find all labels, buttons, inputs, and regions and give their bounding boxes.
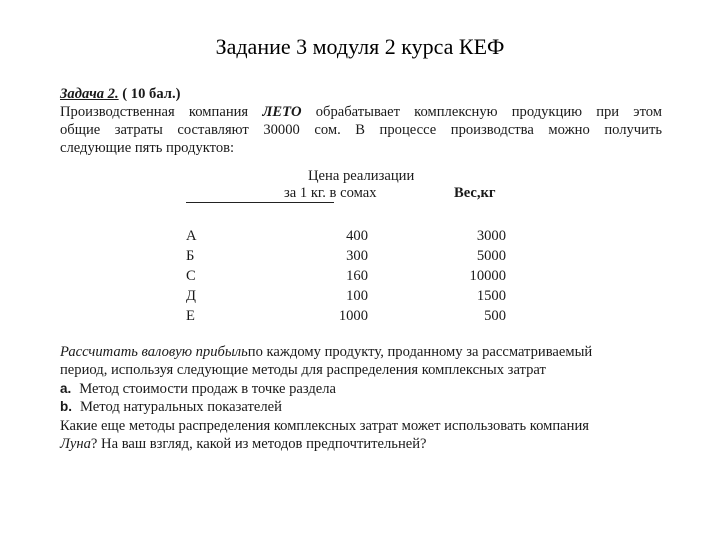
task-name: Задача 2. <box>60 86 119 102</box>
task-text-line-3: следующие пять продуктов: <box>60 140 235 156</box>
question-line-1 <box>60 344 592 362</box>
method-text: Метод стоимости продаж в точке раздела <box>79 381 337 397</box>
question-line-6 <box>60 436 427 454</box>
weight-header: Вес,кг <box>454 185 496 201</box>
product-name: С <box>186 268 196 284</box>
scanned-task-image <box>60 84 662 474</box>
price-header-line-2: за 1 кг. в сомах <box>284 185 377 201</box>
company-name: ЛЕТО <box>262 104 302 120</box>
product-price: 1000 <box>338 308 368 324</box>
product-name: А <box>186 228 197 244</box>
product-weight: 500 <box>484 308 506 324</box>
question-text-part: по каждому продукту, проданному за рассматриваемый <box>247 344 593 360</box>
task-text-line-2: общие затраты составляют 30000 сом. В процессе производства можно получить <box>60 122 662 138</box>
task-heading <box>60 86 180 104</box>
question-line-5: Какие еще методы распределения комплексных затрат может использовать компания <box>60 418 589 434</box>
table-row <box>186 266 506 286</box>
company-name: Луна <box>60 436 91 452</box>
method-item-a <box>60 380 336 399</box>
product-price: 100 <box>346 288 368 304</box>
table-row <box>186 286 506 306</box>
slide-title: Задание 3 модуля 2 курса КЕФ <box>215 34 505 59</box>
product-weight: 10000 <box>469 268 506 284</box>
product-price: 160 <box>346 268 368 284</box>
table-row <box>186 306 506 326</box>
task-text-line-1 <box>60 104 662 122</box>
question-text-part: ? На ваш взгляд, какой из методов предпочтительней? <box>90 436 427 452</box>
products-table <box>186 226 506 326</box>
table-row <box>186 226 506 246</box>
item-marker: b. <box>60 399 72 414</box>
table-row <box>186 246 506 266</box>
method-item-b <box>60 398 282 417</box>
task-text-part: обрабатывает комплексную продукцию при этом <box>315 104 663 120</box>
product-weight: 5000 <box>476 248 506 264</box>
item-marker: a. <box>60 381 72 396</box>
product-name: Д <box>186 288 196 304</box>
price-header-line-1: Цена реализации <box>308 168 415 184</box>
method-text: Метод натуральных показателей <box>80 399 282 415</box>
header-underline <box>186 202 334 203</box>
product-weight: 1500 <box>476 288 506 304</box>
task-points: ( 10 бал.) <box>122 86 181 102</box>
product-price: 300 <box>346 248 368 264</box>
question-line-2: период, используя следующие методы для распределения комплексных затрат <box>60 362 546 378</box>
product-name: Е <box>186 308 195 324</box>
question-emphasis: Рассчитать валовую прибыль <box>60 344 248 360</box>
product-price: 400 <box>346 228 368 244</box>
task-text-part: Производственная компания <box>60 104 249 120</box>
product-weight: 3000 <box>476 228 506 244</box>
product-name: Б <box>186 248 195 264</box>
